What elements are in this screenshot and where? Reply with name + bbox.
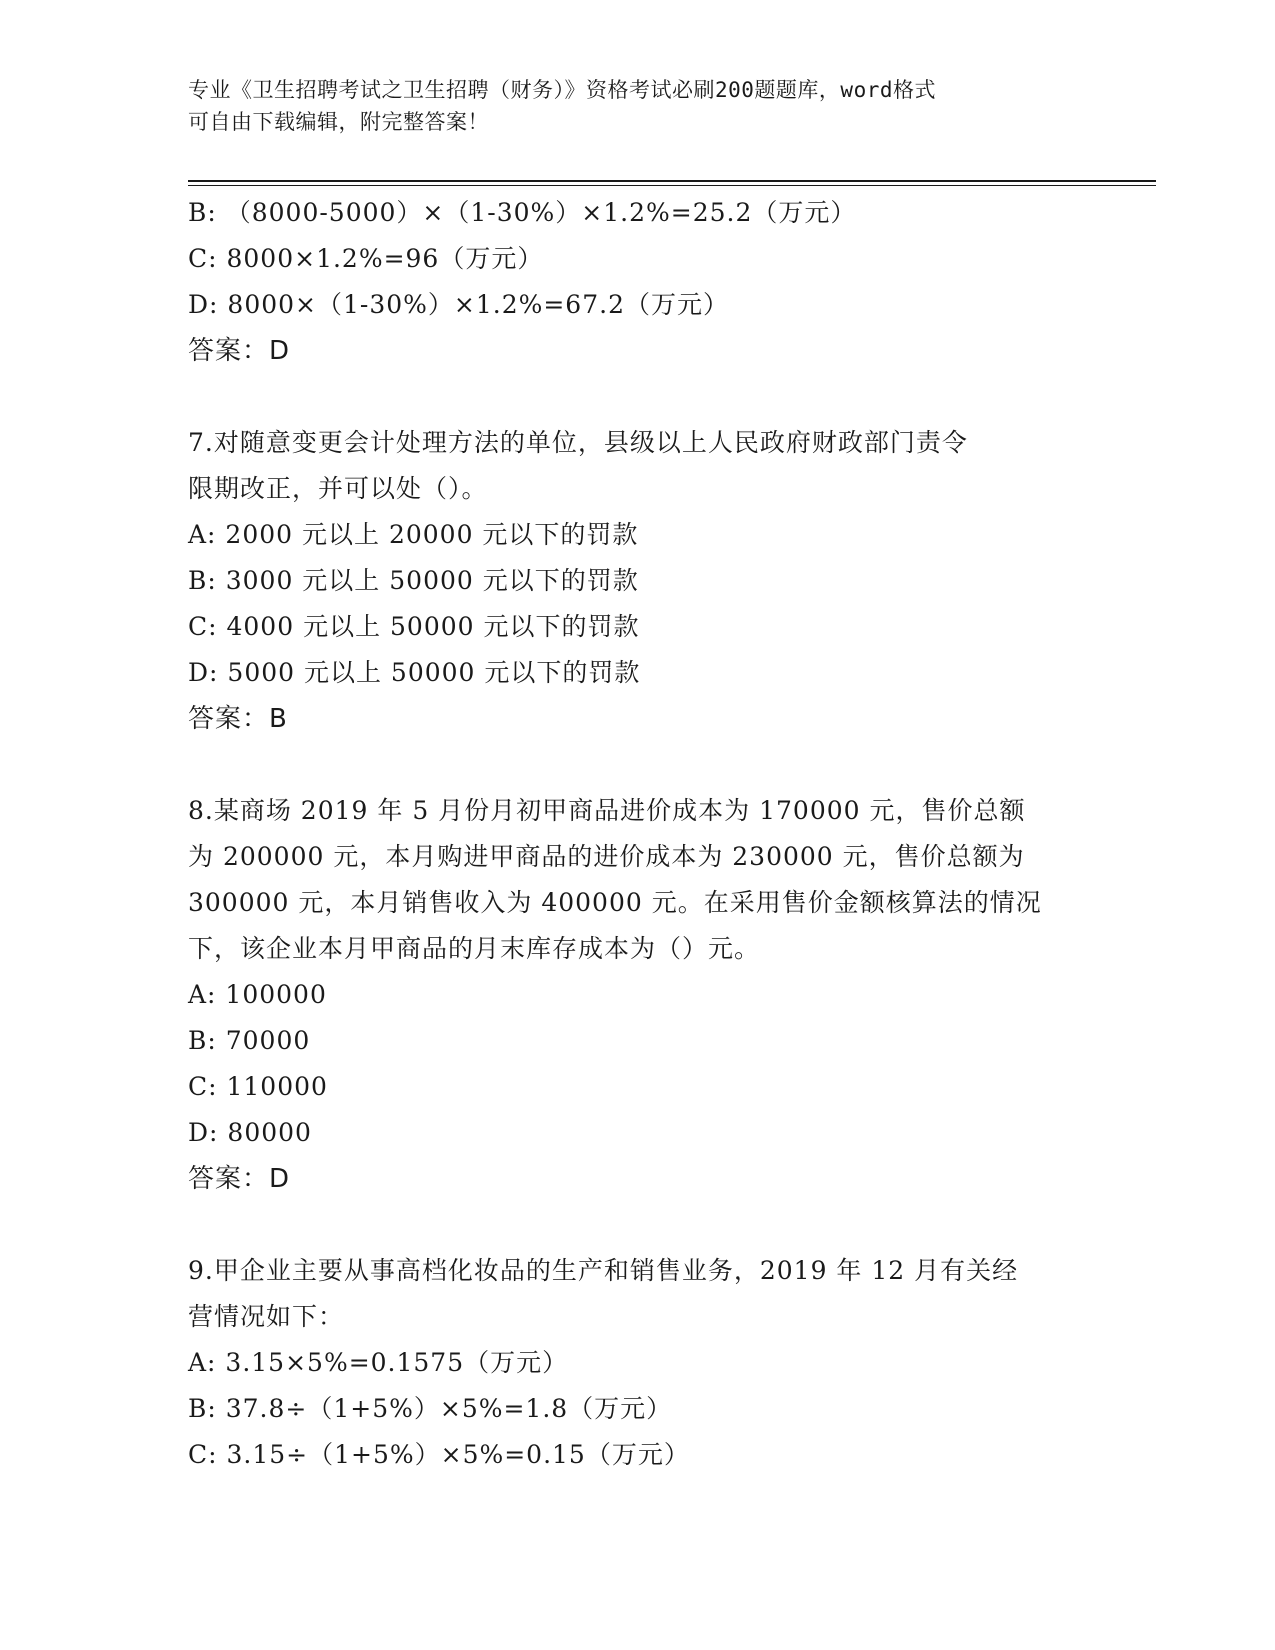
q6-answer: 答案：D [188,336,291,366]
question-content [188,190,1088,1478]
q6-option-c: C: 8000×1.2%=96（万元） [188,244,544,273]
q9-stem-line-1: 9.甲企业主要从事高档化妆品的生产和销售业务，2019 年 12 月有关经 [188,1256,1019,1285]
q9-option-c: C: 3.15÷（1+5%）×5%=0.15（万元） [188,1440,690,1469]
q7-stem-line-2: 限期改正，并可以处（）。 [188,474,488,503]
q7-answer: 答案：B [188,704,288,734]
spacer [188,1202,1088,1248]
q8-option-c: C: 110000 [188,1072,328,1101]
q8-stem-line-3: 300000 元，本月销售收入为 400000 元。在采用售价金额核算法的情况 [188,888,1042,917]
question-6-block [188,190,1088,374]
q8-option-a: A: 100000 [188,980,327,1009]
q7-option-a: A: 2000 元以上 20000 元以下的罚款 [188,520,639,549]
q6-option-d: D: 8000×（1-30%）×1.2%=67.2（万元） [188,290,729,319]
q9-option-a: A: 3.15×5%=0.1575（万元） [188,1348,569,1377]
q7-option-d: D: 5000 元以上 50000 元以下的罚款 [188,658,641,687]
question-8-block [188,788,1088,1202]
header-divider-thin [188,185,1156,186]
q8-stem-line-4: 下，该企业本月甲商品的月末库存成本为（）元。 [188,934,761,963]
q8-answer: 答案：D [188,1164,291,1194]
header-title-line-2: 可自由下载编辑，附完整答案！ [188,110,489,134]
spacer [188,742,1088,788]
q8-stem-line-1: 8.某商场 2019 年 5 月份月初甲商品进价成本为 170000 元，售价总额 [188,796,1026,825]
q8-option-b: B: 70000 [188,1026,311,1055]
document-header [188,74,1088,138]
spacer [188,374,1088,420]
q6-option-b: B: （8000-5000）×（1-30%）×1.2%=25.2（万元） [188,198,857,227]
q7-option-b: B: 3000 元以上 50000 元以下的罚款 [188,566,639,595]
header-title-line-1: 专业《卫生招聘考试之卫生招聘（财务）》资格考试必刷200题题库，word格式 [188,78,936,102]
header-divider-thick [188,180,1156,182]
q7-option-c: C: 4000 元以上 50000 元以下的罚款 [188,612,640,641]
question-7-block [188,420,1088,742]
q9-stem-line-2: 营情况如下： [188,1302,345,1331]
q8-stem-line-2: 为 200000 元，本月购进甲商品的进价成本为 230000 元，售价总额为 [188,842,1025,871]
q7-stem-line-1: 7.对随意变更会计处理方法的单位，县级以上人民政府财政部门责令 [188,428,968,457]
question-9-block [188,1248,1088,1478]
q8-option-d: D: 80000 [188,1118,312,1147]
q9-option-b: B: 37.8÷（1+5%）×5%=1.8（万元） [188,1394,673,1423]
